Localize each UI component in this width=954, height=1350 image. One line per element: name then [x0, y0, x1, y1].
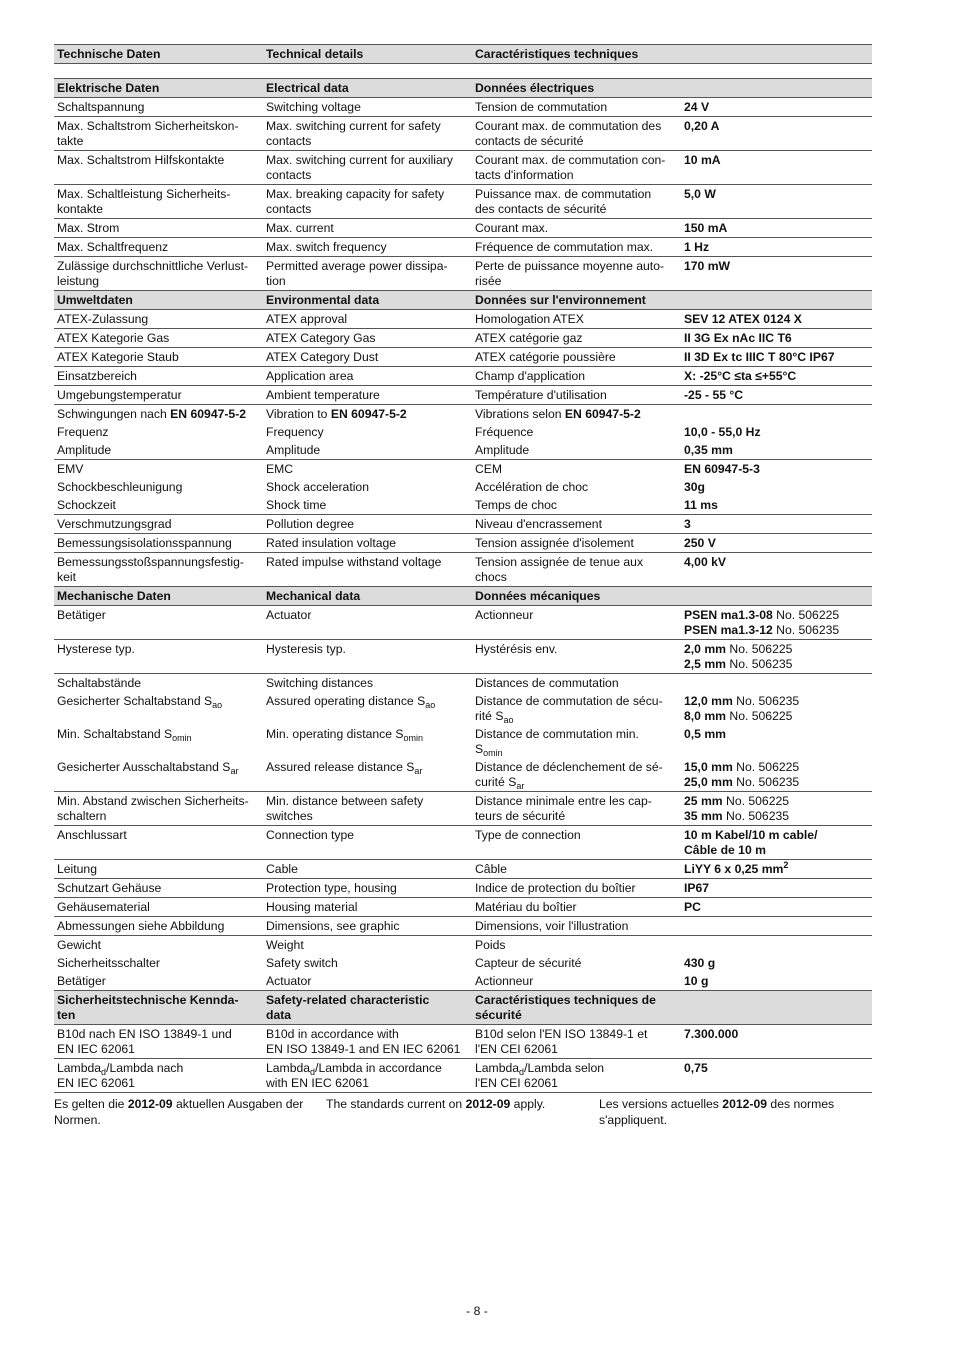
- cell-fr: Données électriques: [472, 79, 681, 98]
- table-header-row: [54, 45, 872, 64]
- table-row: [54, 329, 872, 348]
- cell-value: 25 mm No. 506225 35 mm No. 506235: [681, 792, 872, 826]
- table-row: [54, 238, 872, 257]
- section-header-row: [54, 79, 872, 98]
- cell-de: Gehäusematerial: [54, 898, 263, 917]
- cell-en: Electrical data: [263, 79, 472, 98]
- table-row: [54, 185, 872, 219]
- cell-de: Frequenz: [57, 425, 109, 439]
- cell-en: ATEX Category Dust: [263, 348, 472, 367]
- cell-value: 250 V: [681, 534, 872, 553]
- cell-en: ATEX approval: [263, 310, 472, 329]
- section-header-row: [54, 291, 872, 310]
- cell-value: X: -25°C ≤ta ≤+55°C: [681, 367, 872, 386]
- table-row: [54, 423, 872, 441]
- cell-fr: Courant max.: [472, 219, 681, 238]
- cell-value: [681, 405, 872, 424]
- cell-en: Mechanical data: [263, 587, 472, 606]
- cell-en: Application area: [263, 367, 472, 386]
- cell-fr: Données sur l'environnement: [472, 291, 681, 310]
- cell-value: 150 mA: [681, 219, 872, 238]
- cell-value: [681, 291, 872, 310]
- cell-de: Schutzart Gehäuse: [54, 879, 263, 898]
- cell-de: Betätiger: [54, 972, 263, 991]
- cell-en: Max. current: [263, 219, 472, 238]
- table-row: [54, 496, 872, 515]
- cell-fr: Indice de protection du boîtier: [472, 879, 681, 898]
- cell-value: 10 g: [681, 972, 872, 991]
- cell-fr: Champ d'application: [472, 367, 681, 386]
- cell-de: Schaltabstände: [57, 676, 142, 690]
- table-row: [54, 117, 872, 151]
- cell-en: Shock time: [263, 496, 472, 515]
- cell-en: Housing material: [263, 898, 472, 917]
- cell-value: IP67: [681, 879, 872, 898]
- cell-en: Actuator: [263, 606, 472, 640]
- cell-en: Lambda$_d$/Lambda in accordance with EN IEC 62061: [263, 1059, 472, 1093]
- cell-fr: Poids: [475, 938, 506, 952]
- cell-value: 7.300.000: [681, 1025, 872, 1059]
- cell-de: Schockbeschleunigung: [57, 480, 183, 494]
- cell-de: Verschmutzungsgrad: [54, 515, 263, 534]
- cell-de: Umgebungstemperatur: [54, 386, 263, 405]
- cell-value: SEV 12 ATEX 0124 X: [681, 310, 872, 329]
- cell-en: Shock acceleration: [266, 480, 369, 494]
- table-row: [54, 441, 872, 460]
- cell-value: 15,0 mm No. 506225 25,0 mm No. 506235: [681, 758, 872, 792]
- cell-fr: Type de connection: [472, 826, 681, 860]
- table-row: [54, 1025, 872, 1059]
- cell-en: Rated impulse withstand voltage: [263, 553, 472, 587]
- table-row: [54, 954, 872, 972]
- cell-value: 4,00 kV: [681, 553, 872, 587]
- cell-de: Gesicherter Ausschaltabstand $S_{ar}$: [54, 758, 263, 792]
- table-row: [54, 826, 872, 860]
- cell-fr: Lambda$_d$/Lambda selon l'EN CEI 62061: [472, 1059, 681, 1093]
- cell-value: [681, 991, 872, 1025]
- table-row: [54, 534, 872, 553]
- cell-de: Bemessungsisolationsspannung: [54, 534, 263, 553]
- cell-de: Anschlussart: [54, 826, 263, 860]
- cell-value: 10,0 - 55,0 Hz: [684, 425, 761, 439]
- cell-en: Safety switch: [266, 956, 338, 970]
- cell-fr: Distance minimale entre les cap- teurs de sécurité: [472, 792, 681, 826]
- cell-de: Max. Schaltleistung Sicherheits- kontakte: [54, 185, 263, 219]
- cell-de: Max. Schaltstrom Hilfskontakte: [54, 151, 263, 185]
- cell-fr: Distances de commutation: [475, 676, 619, 690]
- cell-en: EMC: [266, 462, 294, 476]
- cell-de: Max. Schaltfrequenz: [54, 238, 263, 257]
- cell-en: ATEX Category Gas: [263, 329, 472, 348]
- table-row: [54, 386, 872, 405]
- cell-value: 30g: [684, 480, 706, 494]
- table-row: [54, 348, 872, 367]
- cell-value: 0,75: [681, 1059, 872, 1093]
- cell-value: II 3G Ex nAc IIC T6: [681, 329, 872, 348]
- table-row: [54, 606, 872, 640]
- cell-fr: Vibrations selon EN 60947-5-2: [475, 407, 641, 421]
- cell-en: Max. switch frequency: [263, 238, 472, 257]
- cell-de: Max. Strom: [54, 219, 263, 238]
- cell-fr: Tension de commutation: [472, 98, 681, 117]
- table-row: [54, 219, 872, 238]
- footnote-fr: Les versions actuelles 2012-09 des normes s'appliquent.: [599, 1097, 835, 1127]
- cell-en: Frequency: [266, 425, 324, 439]
- cell-en: Environmental data: [263, 291, 472, 310]
- table-row: [54, 898, 872, 917]
- table-row: [54, 860, 872, 879]
- cell-de: Schockzeit: [54, 496, 263, 515]
- cell-value: 10 mA: [681, 151, 872, 185]
- cell-de: Elektrische Daten: [54, 79, 263, 98]
- section-header-row: [54, 587, 872, 606]
- cell-de: Umweltdaten: [54, 291, 263, 310]
- cell-de: Schaltspannung: [54, 98, 263, 117]
- cell-de: ATEX Kategorie Gas: [54, 329, 263, 348]
- cell-value: LiYY 6 x 0,25 $mm^2$: [681, 860, 872, 879]
- cell-de: Betätiger: [54, 606, 263, 640]
- cell-value: 5,0 W: [681, 185, 872, 219]
- cell-en: Switching distances: [266, 676, 374, 690]
- cell-en: Connection type: [263, 826, 472, 860]
- cell-value: 11 ms: [681, 496, 872, 515]
- cell-de: ATEX-Zulassung: [54, 310, 263, 329]
- table-row: [54, 460, 872, 479]
- cell-de: Gesicherter Schaltabstand $S_{ao}$: [57, 694, 223, 710]
- cell-en: Safety-related characteristic data: [263, 991, 472, 1025]
- cell-fr: Niveau d'encrassement: [472, 515, 681, 534]
- cell-de: Sicherheitstechnische Kennda- ten: [54, 991, 263, 1025]
- cell-en: Pollution degree: [263, 515, 472, 534]
- cell-de: EMV: [57, 462, 84, 476]
- table-row: [54, 758, 872, 792]
- cell-fr: Fréquence: [475, 425, 534, 439]
- cell-fr: Dimensions, voir l'illustration: [472, 917, 681, 936]
- table-row: [54, 478, 872, 496]
- cell-en: Dimensions, see graphic: [263, 917, 472, 936]
- cell-en: Max. switching current for safety contacts: [263, 117, 472, 151]
- table-row: [54, 553, 872, 587]
- cell-de: Min. Abstand zwischen Sicherheits- schaltern: [54, 792, 263, 826]
- cell-fr: Perte de puissance moyenne auto- risée: [472, 257, 681, 291]
- cell-value: 2,0 mm No. 506225 2,5 mm No. 506235: [681, 640, 872, 674]
- header-en: Technical details: [263, 45, 472, 64]
- cell-fr: Matériau du boîtier: [472, 898, 681, 917]
- cell-de: Lambda$_d$/Lambda nach EN IEC 62061: [54, 1059, 263, 1093]
- table-row: [54, 692, 872, 725]
- cell-en: Min. operating distance $S_{omin}$: [266, 727, 424, 743]
- table-row: [54, 257, 872, 291]
- cell-value: EN 60947-5-3: [684, 462, 760, 476]
- cell-en: Cable: [263, 860, 472, 879]
- cell-en: Ambient temperature: [263, 386, 472, 405]
- table-row: [54, 936, 872, 955]
- cell-en: Permitted average power dissipa- tion: [263, 257, 472, 291]
- cell-fr: Hystérésis env.: [472, 640, 681, 674]
- cell-en: Hysteresis typ.: [263, 640, 472, 674]
- cell-fr: Courant max. de commutation des contacts de sécurité: [472, 117, 681, 151]
- cell-de: Hysterese typ.: [54, 640, 263, 674]
- table-row: [54, 151, 872, 185]
- cell-de: Min. Schaltabstand $S_{omin}$: [57, 727, 192, 743]
- cell-en: Assured operating distance $S_{ao}$: [266, 694, 436, 710]
- cell-value: 0,35 mm: [681, 441, 872, 460]
- footnote-en: The standards current on 2012-09 apply.: [326, 1097, 546, 1111]
- cell-fr: Amplitude: [472, 441, 681, 460]
- cell-value: 0,5 mm: [684, 727, 727, 741]
- cell-en: Switching voltage: [263, 98, 472, 117]
- cell-fr: Temps de choc: [472, 496, 681, 515]
- cell-fr: Courant max. de commutation con- tacts d'information: [472, 151, 681, 185]
- cell-value: PC: [681, 898, 872, 917]
- table-row: [54, 367, 872, 386]
- cell-value: -25 - 55 °C: [681, 386, 872, 405]
- cell-fr: Accélération de choc: [475, 480, 589, 494]
- cell-value: [681, 674, 872, 693]
- table-row: [54, 674, 872, 693]
- cell-value: 0,20 A: [681, 117, 872, 151]
- cell-de: Schwingungen nach EN 60947-5-2: [57, 407, 247, 421]
- table-row: [54, 310, 872, 329]
- cell-en: Min. distance between safety switches: [263, 792, 472, 826]
- table-row: [54, 917, 872, 936]
- cell-value: II 3D Ex tc IIIC T 80°C IP67: [681, 348, 872, 367]
- cell-de: Mechanische Daten: [54, 587, 263, 606]
- cell-fr: B10d selon l'EN ISO 13849-1 et l'EN CEI 62061: [472, 1025, 681, 1059]
- cell-value: 3: [681, 515, 872, 534]
- cell-value: 430 g: [684, 956, 716, 970]
- table-row: [54, 98, 872, 117]
- spacer-row: [54, 64, 872, 79]
- cell-fr: Capteur de sécurité: [475, 956, 582, 970]
- cell-fr: Actionneur: [472, 972, 681, 991]
- footnote-de: Es gelten die 2012-09 aktuellen Ausgaben der Normen.: [54, 1097, 304, 1127]
- cell-value: 170 mW: [681, 257, 872, 291]
- cell-value: [681, 79, 872, 98]
- cell-de: B10d nach EN ISO 13849-1 und EN IEC 62061: [54, 1025, 263, 1059]
- cell-value: [681, 936, 872, 955]
- cell-value: 10 m Kabel/10 m cable/ Câble de 10 m: [681, 826, 872, 860]
- cell-de: Sicherheitsschalter: [57, 956, 160, 970]
- cell-fr: CEM: [475, 462, 503, 476]
- cell-value: 1 Hz: [681, 238, 872, 257]
- cell-en: Rated insulation voltage: [263, 534, 472, 553]
- cell-value: [681, 917, 872, 936]
- table-row: [54, 515, 872, 534]
- table-row: [54, 792, 872, 826]
- cell-en: Actuator: [263, 972, 472, 991]
- cell-fr: Homologation ATEX: [472, 310, 681, 329]
- cell-de: ATEX Kategorie Staub: [54, 348, 263, 367]
- cell-de: Gewicht: [57, 938, 102, 952]
- cell-fr: Distance de déclenchement de sé- curité $S_{ar}$: [472, 758, 681, 792]
- header-value: [681, 45, 872, 64]
- cell-de: Amplitude: [54, 441, 263, 460]
- cell-fr: Tension assignée de tenue aux chocs: [472, 553, 681, 587]
- technical-data-table: [54, 44, 872, 1093]
- cell-en: Assured release distance $S_{ar}$: [263, 758, 472, 792]
- cell-fr: Température d'utilisation: [472, 386, 681, 405]
- cell-fr: Actionneur: [472, 606, 681, 640]
- datasheet-page: [54, 44, 872, 1128]
- table-row: [54, 405, 872, 424]
- cell-en: Vibration to EN 60947-5-2: [266, 407, 407, 421]
- table-row: [54, 972, 872, 991]
- table-row: [54, 725, 872, 758]
- standards-footnote: [54, 1096, 872, 1128]
- cell-en: B10d in accordance with EN ISO 13849-1 and EN IEC 62061: [263, 1025, 472, 1059]
- table-row: [54, 879, 872, 898]
- cell-value: PSEN ma1.3-08 No. 506225 PSEN ma1.3-12 No. 506235: [681, 606, 872, 640]
- cell-en: Weight: [266, 938, 304, 952]
- cell-fr: Distance de commutation min. $S_{omin}$: [475, 727, 639, 758]
- cell-fr: Fréquence de commutation max.: [472, 238, 681, 257]
- cell-de: Zulässige durchschnittliche Verlust- leistung: [54, 257, 263, 291]
- cell-en: Amplitude: [263, 441, 472, 460]
- cell-en: Max. switching current for auxiliary contacts: [263, 151, 472, 185]
- table-row: [54, 1059, 872, 1093]
- cell-fr: Caractéristiques techniques de sécurité: [472, 991, 681, 1025]
- cell-fr: Puissance max. de commutation des contacts de sécurité: [472, 185, 681, 219]
- cell-de: Max. Schaltstrom Sicherheitskon- takte: [54, 117, 263, 151]
- cell-value: 24 V: [681, 98, 872, 117]
- header-fr: Caractéristiques techniques: [472, 45, 681, 64]
- cell-de: Abmessungen siehe Abbildung: [54, 917, 263, 936]
- cell-value: 12,0 mm No. 506235 8,0 mm No. 506225: [684, 694, 800, 723]
- cell-de: Bemessungsstoßspannungsfestig- keit: [54, 553, 263, 587]
- header-de: Technische Daten: [54, 45, 263, 64]
- cell-fr: Tension assignée d'isolement: [472, 534, 681, 553]
- cell-de: Leitung: [54, 860, 263, 879]
- cell-fr: ATEX catégorie poussière: [472, 348, 681, 367]
- cell-en: Protection type, housing: [263, 879, 472, 898]
- cell-de: Einsatzbereich: [54, 367, 263, 386]
- cell-fr: Données mécaniques: [472, 587, 681, 606]
- table-row: [54, 640, 872, 674]
- section-header-row: [54, 991, 872, 1025]
- cell-fr: ATEX catégorie gaz: [472, 329, 681, 348]
- cell-value: [681, 587, 872, 606]
- page-number: - 8 -: [466, 1304, 488, 1318]
- cell-fr: Distance de commutation de sécu- rité $S_{ao}$: [475, 694, 663, 725]
- cell-en: Max. breaking capacity for safety contacts: [263, 185, 472, 219]
- cell-fr: Câble: [472, 860, 681, 879]
